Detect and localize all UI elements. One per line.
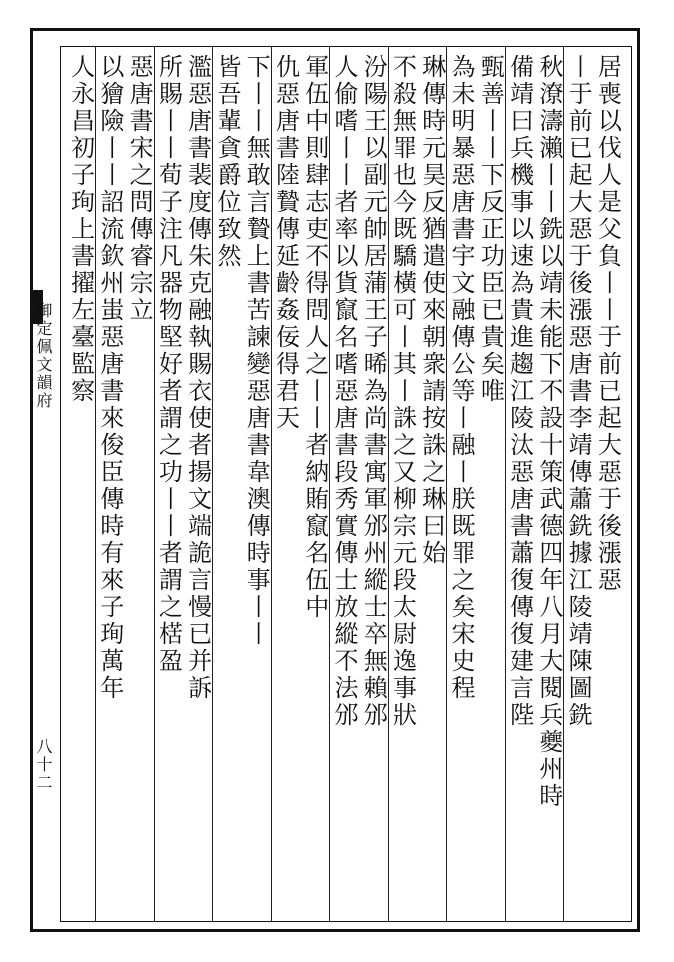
text-column: 所賜丨丨荀子注凡器物堅好者謂之功丨丨者謂之楛盈: [154, 54, 183, 675]
column-rule: [446, 47, 447, 921]
text-column: 濫惡唐書裴度傳朱克融執賜衣使者揚文端詭言慢已并訴: [183, 54, 212, 702]
text-column: 汾陽王以副元帥居蒲王子晞為尚書寓軍邠州縱士卒無賴邠: [359, 54, 388, 729]
column-rule: [388, 47, 389, 921]
text-column: 丨于前已起大惡于後漲惡唐書李靖傳蕭銑據江陵靖陳圖銑: [564, 54, 593, 729]
margin-book-title: 御定佩文韻府: [34, 302, 53, 410]
text-column: 人偷嗜丨丨者率以貨竄名嗜惡唐書段秀實傳士放縱不法邠: [330, 54, 358, 729]
column-rule: [154, 47, 155, 921]
text-column: 不殺無罪也今既驕橫可丨其丨誅之又柳宗元段太尉逸事狀: [388, 54, 417, 729]
column-rule: [271, 47, 272, 921]
text-column: 下丨丨無敢言贄上書苦諫變惡唐書韋澳傳時事丨丨: [242, 54, 271, 648]
text-column: 仇惡唐書陸贄傳延齡姦佞得君天: [271, 54, 300, 432]
text-column: 人永昌初子珣上書擢左臺監察: [66, 54, 95, 405]
text-column: 秋潦濤瀨丨丨銑以靖未能下不設十策武德四年八月大閱兵夔州時: [534, 54, 563, 810]
text-column: 備靖曰兵機事以速為貴進趨江陵汰惡唐書蕭復傳復建言陛: [505, 54, 534, 729]
column-rule: [212, 47, 213, 921]
margin-page-number: 八十二: [34, 738, 53, 792]
text-column: 居喪以伐人是父負丨丨于前已起大惡于後漲惡: [593, 54, 622, 594]
text-column: 皆吾輩貪爵位致然: [212, 54, 241, 270]
column-rule: [563, 47, 564, 921]
text-column: 琳傳時元昊反猶遣使來朝衆請按誅之琳曰始: [417, 54, 446, 567]
column-rule: [95, 47, 96, 921]
text-column: 惡唐書宋之問傳睿宗立: [125, 54, 154, 324]
text-column: 軍伍中則肆志吏不得問人之丨丨者納賄竄名伍中: [300, 54, 329, 621]
text-column: 甄善丨丨下反正功臣已貴矣唯: [476, 54, 505, 405]
column-rule: [329, 47, 330, 921]
column-rule: [505, 47, 506, 921]
text-column: 以獪險丨丨詔流欽州蚩惡唐書來俊臣傳時有來子珣萬年: [95, 54, 124, 702]
text-column: 為未明暴惡唐書宇文融傳公等丨融丨朕既罪之矣宋史程: [447, 54, 476, 702]
